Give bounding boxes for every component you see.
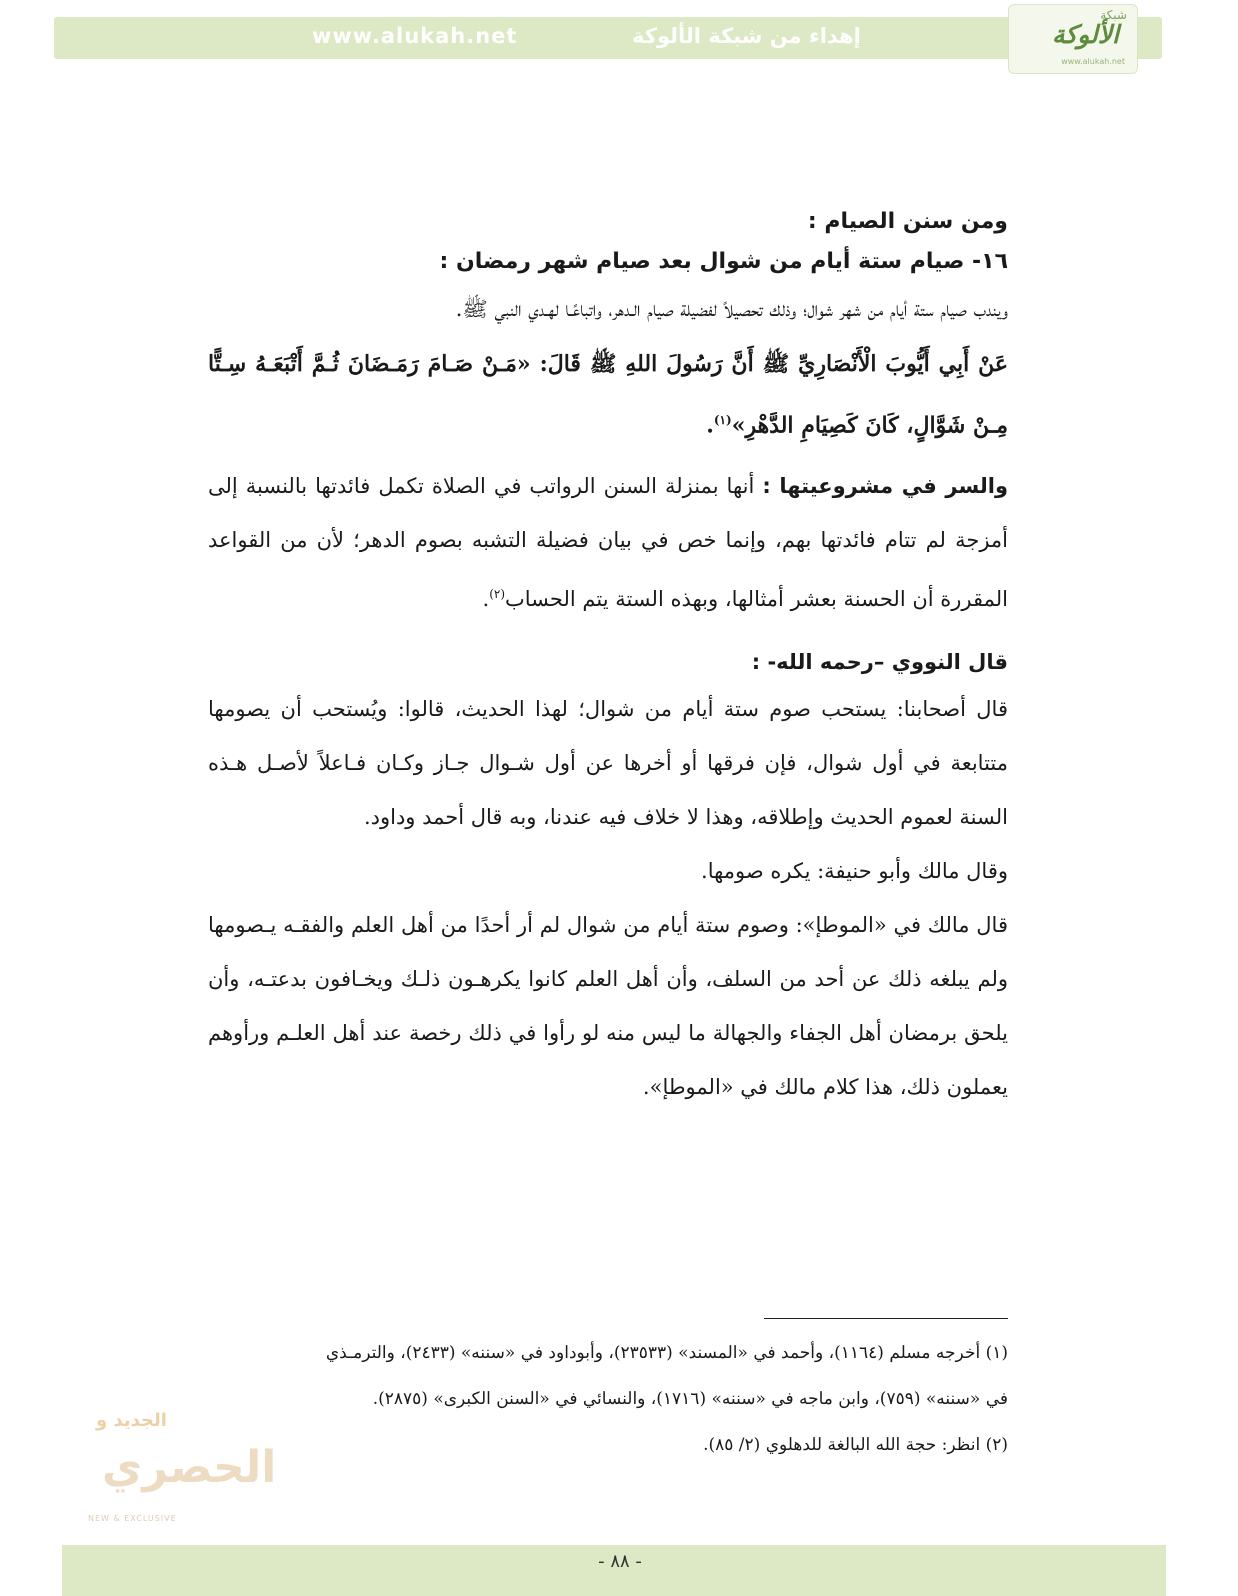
- footnote-ref-1: (١): [713, 413, 732, 427]
- secret-text: أنها بمنزلة السنن الرواتب في الصلاة تكمل فائدتها بالنسبة إلى أمزجة لم تتام فائدتها بهم، وإنما خص في بيان فضيلة التشبه بصوم الدهر؛ لأن من القواعد المقررة أن الحسنة بعشر أمثالها، وبهذه الستة يتم الحساب: [208, 474, 1008, 612]
- nawawi-paragraph: قال أصحابنا: يستحب صوم ستة أيام من شوال؛ لهذا الحديث، قالوا: ويُستحب أن يصومها متتابعة في أول شوال، فإن فرقها أو أخرها عن أول شـوال جـاز وكـان فـاعلاً لأصـل هـذه السنة لعموم الحديث وإطلاقه، وهذا لا خلاف فيه عندنا، وبه قال أحمد وداود.: [208, 697, 1008, 830]
- malik-abu-hanifa-line: وقال مالك وأبو حنيفة: يكره صومها.: [701, 859, 1008, 884]
- alukah-logo: [1008, 4, 1138, 74]
- section-heading: ومن سنن الصيام :: [807, 209, 1008, 234]
- footnote-2: (٢) انظر: حجة الله البالغة للدهلوي (٢/ ٨٥).: [703, 1435, 1008, 1455]
- header-slogan: إهداء من شبكة الألوكة: [632, 24, 861, 48]
- topic-heading: ١٦- صيام ستة أيام من شوال بعد صيام شهر رمضان :: [439, 249, 1008, 274]
- stamp-line-2: الحصري: [102, 1442, 277, 1493]
- secret-paragraph: والسر في مشروعيتها : أنها بمنزلة السنن الرواتب في الصلاة تكمل فائدتها بالنسبة إلى أمزجة لم تتام فائدتها بهم، وإنما خص في بيان فضيلة التشبه بصوم الدهر؛ لأن من القواعد المقررة أن الحسنة بعشر أمثالها، وبهذه الستة يتم الحساب$^{(٢)}$.: [208, 474, 1008, 612]
- logo-top-text: شبكة: [1100, 8, 1127, 22]
- nawawi-heading: قال النووي –رحمه الله- :: [751, 650, 1008, 675]
- footnote-1-line-1: (١) أخرجه مسلم (١١٦٤)، وأحمد في «المسند» (٢٣٥٣٣)، وأبوداود في «سننه» (٢٤٣٣)، والترمـذي: [325, 1343, 1008, 1363]
- hadith-body: عَنْ أَبِي أَيُّوبَ الْأَنْصَارِيِّ ﷺ أَنَّ رَسُولَ اللهِ ﷺ قَالَ: «مَـنْ صَـامَ رَمَـضَانَ ثُـمَّ أَتْبَعَـهُ سِـتًّا مِـنْ شَوَّالٍ، كَانَ كَصِيَامِ الدَّهْرِ»: [208, 351, 1008, 439]
- stamp-line-1: الجديد و: [96, 1410, 167, 1431]
- intro-paragraph: ويندب صيام ستة أيام من شهر شوال؛ وذلك تحصيلاً لفضيلة صيام الـدهر، واتباعًـا لهـدي النبي ﷺ.: [455, 297, 1008, 321]
- logo-main-text: الألوكة: [1051, 20, 1119, 49]
- footnote-1-line-2: في «سننه» (٧٥٩)، وابن ماجه في «سننه» (١٧١٦)، والنسائي في «السنن الكبرى» (٢٨٧٥).: [372, 1389, 1008, 1409]
- muwatta-paragraph: قال مالك في «الموطإ»: وصوم ستة أيام من شوال لم أر أحدًا من أهل العلم والفقـه يـصومها ولم يبلغه ذلك عن أحد من السلف، وأن أهل العلم كانوا يكرهـون ذلـك ويخـافون بدعتـه، وأن يلحق برمضان أهل الجفاء والجهالة ما ليس منه لو رأوا في ذلك رخصة عند أهل العلـم ورأوهم يعملون ذلك، هذا كلام مالك في «الموطإ».: [208, 913, 1008, 1100]
- main-content: [208, 200, 1008, 1114]
- page-number: - ٨٨ -: [598, 1551, 642, 1572]
- header-bar: [54, 17, 1162, 59]
- footnotes: [208, 1330, 1008, 1468]
- footnote-separator: [764, 1318, 1008, 1319]
- footnote-ref-2: (٢): [489, 587, 506, 602]
- secret-label: والسر في مشروعيتها :: [762, 474, 1008, 499]
- logo-url-text: www.alukah.net: [1061, 57, 1125, 66]
- header-url: www.alukah.net: [312, 24, 518, 48]
- hadith-text: عَنْ أَبِي أَيُّوبَ الْأَنْصَارِيِّ ﷺ أَنَّ رَسُولَ اللهِ ﷺ قَالَ: «مَـنْ صَـامَ رَمَـضَانَ ثُـمَّ أَتْبَعَـهُ سِـتًّا مِـنْ شَوَّالٍ، كَانَ كَصِيَامِ الدَّهْرِ»$^{(١)}$.: [208, 351, 1008, 439]
- stamp-line-3: NEW & EXCLUSIVE: [88, 1514, 177, 1523]
- new-exclusive-stamp: [82, 1402, 277, 1532]
